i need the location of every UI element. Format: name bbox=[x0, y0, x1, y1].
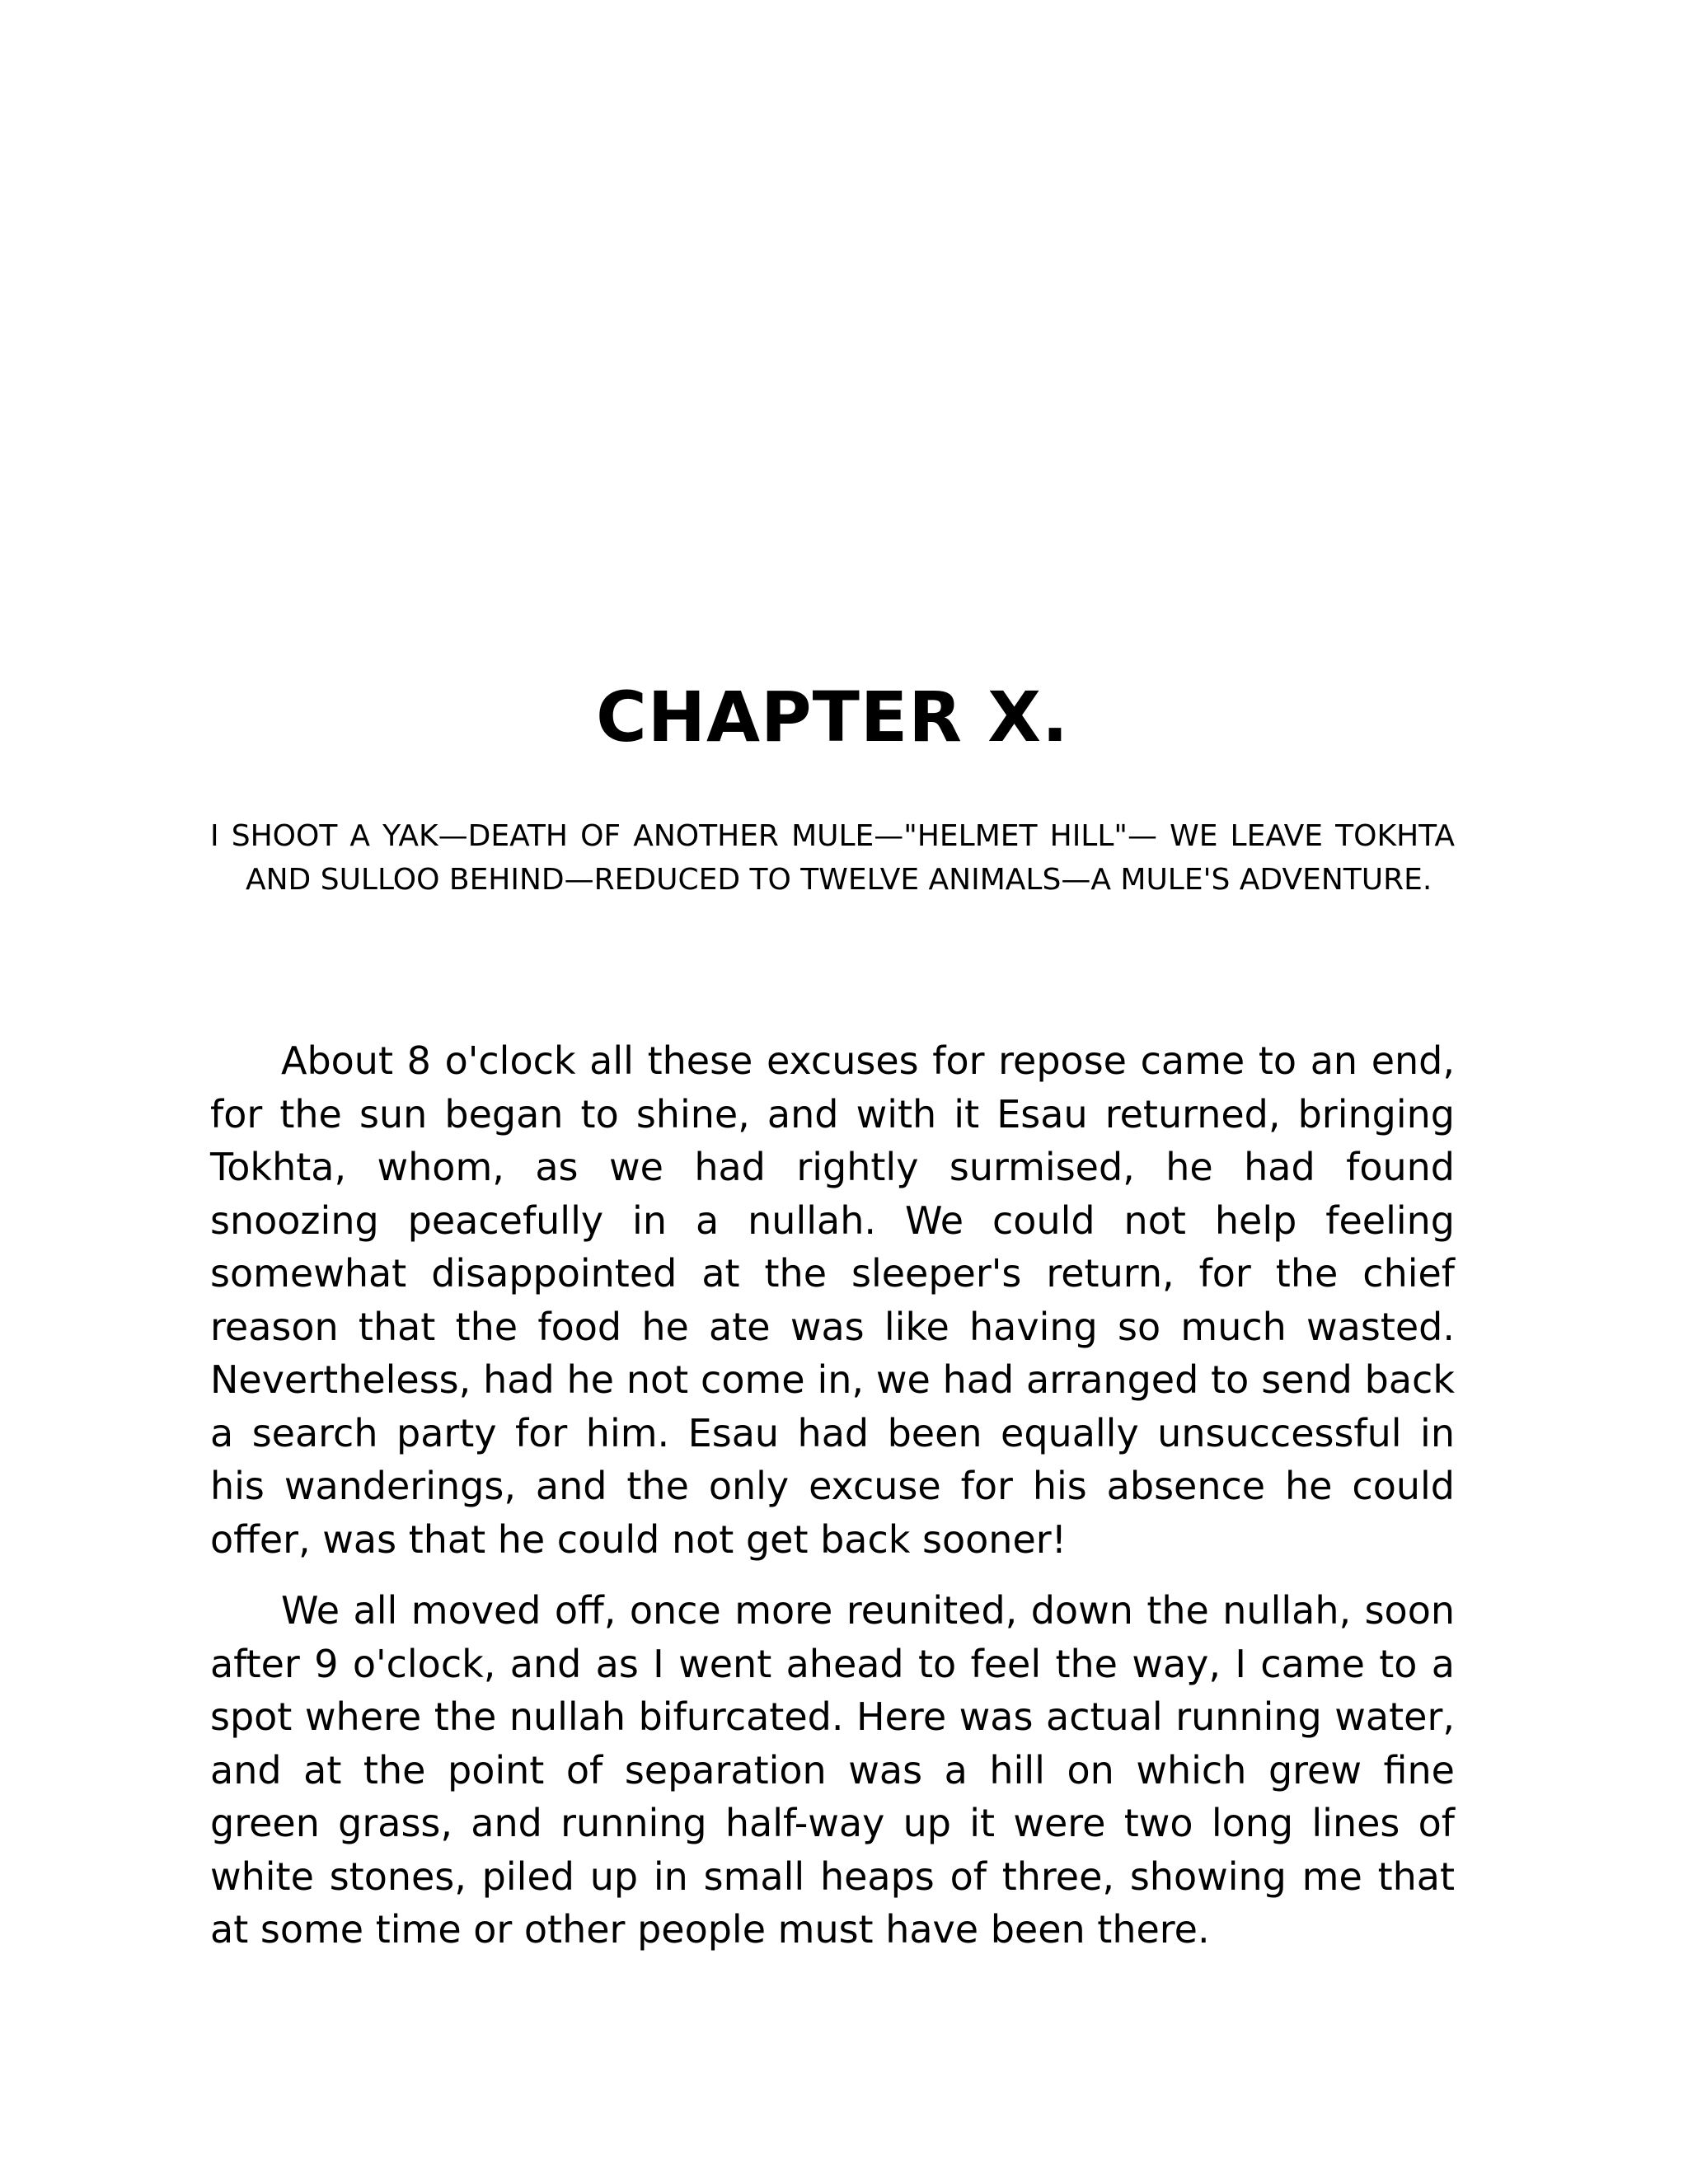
chapter-synopsis: I SHOOT A YAK—DEATH OF ANOTHER MULE—"HELMET HILL"— WE LEAVE TOKHTA AND SULLOO BEHIND—REDUCED TO TWELVE ANIMALS—A MULE'S ADVENTURE. bbox=[210, 819, 1455, 897]
chapter-title: CHAPTER X. bbox=[596, 677, 1069, 757]
book-page bbox=[210, 0, 1455, 2184]
body-paragraph: About 8 o'clock all these excuses for repose came to an end, for the sun began to shine, and with it Esau returned, bringing Tokhta, whom, as we had rightly surmised, he had found snoozing peacefully in a nullah. We could not help feeling somewhat disappointed at the sleeper's return, for the chief reason that the food he ate was like having so much wasted. Nevertheless, had he not come in, we had arranged to send back a search party for him. Esau had been equally unsuccessful in his wanderings, and the only excuse for his absence he could offer, was that he could not get back sooner! bbox=[210, 1038, 1455, 1562]
body-paragraph: We all moved off, once more reunited, down the nullah, soon after 9 o'clock, and as I went ahead to feel the way, I came to a spot where the nullah bifurcated. Here was actual running water, and at the point of separation was a hill on which grew fine green grass, and running half-way up it were two long lines of white stones, piled up in small heaps of three, showing me that at some time or other people must have been there. bbox=[210, 1588, 1455, 1952]
chapter-body bbox=[210, 1034, 1455, 1975]
